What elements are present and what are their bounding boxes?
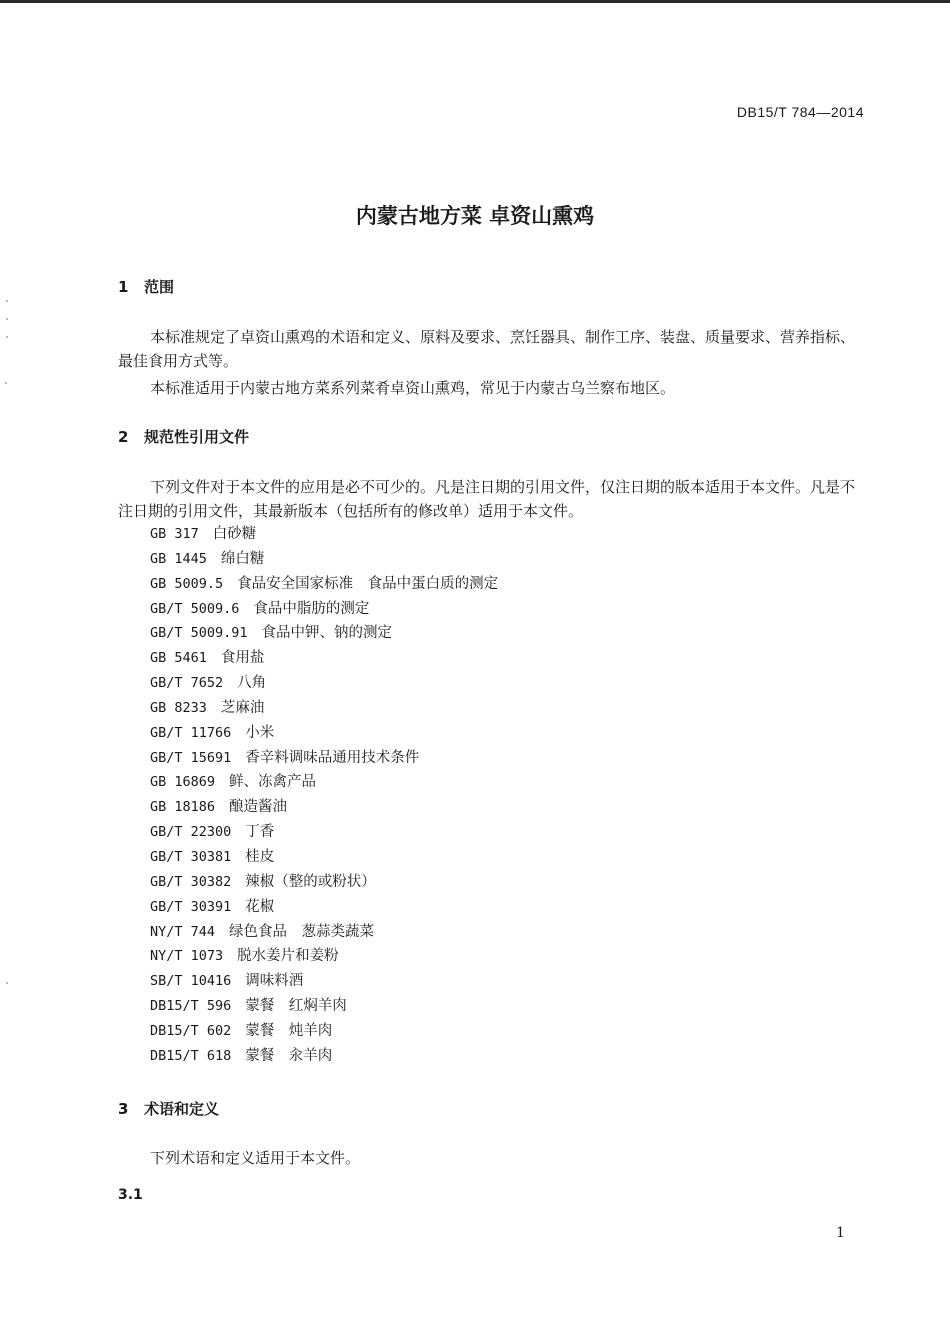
reference-item bbox=[150, 547, 498, 572]
reference-title: 食品安全国家标准 食品中蛋白质的测定 bbox=[237, 575, 499, 592]
page-number: 1 bbox=[836, 1225, 845, 1241]
section-number: 3 bbox=[118, 1100, 129, 1118]
terms-intro: 下列术语和定义适用于本文件。 bbox=[150, 1149, 361, 1167]
reference-item bbox=[150, 969, 498, 994]
reference-code: GB 1445 bbox=[150, 550, 207, 567]
reference-item bbox=[150, 895, 498, 920]
reference-title: 香辛料调味品通用技术条件 bbox=[245, 749, 420, 766]
reference-title: 辣椒（整的或粉状） bbox=[245, 873, 376, 890]
reference-code: SB/T 10416 bbox=[150, 973, 232, 990]
scan-speck bbox=[6, 318, 8, 320]
section-heading-scope bbox=[118, 276, 174, 297]
reference-item bbox=[150, 795, 498, 820]
reference-item bbox=[150, 721, 498, 746]
section-heading-references bbox=[118, 426, 249, 447]
reference-code: GB 8233 bbox=[150, 699, 207, 716]
scan-speck bbox=[5, 382, 7, 384]
reference-item bbox=[150, 746, 498, 771]
reference-item bbox=[150, 994, 498, 1019]
reference-title: 食用盐 bbox=[220, 650, 265, 667]
reference-code: GB 5009.5 bbox=[150, 575, 224, 592]
reference-title: 蒙餐 红焖羊肉 bbox=[245, 998, 347, 1015]
reference-title: 鲜、冻禽产品 bbox=[229, 774, 317, 791]
reference-item bbox=[150, 1019, 498, 1044]
reference-code: DB15/T 618 bbox=[150, 1047, 232, 1064]
section-title: 范围 bbox=[144, 278, 175, 296]
reference-item bbox=[150, 845, 498, 870]
reference-code: GB/T 5009.91 bbox=[150, 625, 248, 642]
reference-title: 小米 bbox=[245, 724, 275, 741]
reference-item bbox=[150, 597, 498, 622]
reference-code: NY/T 1073 bbox=[150, 948, 224, 965]
reference-code: GB/T 22300 bbox=[150, 824, 232, 841]
reference-title: 桂皮 bbox=[245, 848, 275, 865]
reference-item bbox=[150, 696, 498, 721]
reference-code: GB/T 30381 bbox=[150, 848, 232, 865]
reference-title: 食品中脂肪的测定 bbox=[253, 600, 370, 617]
reference-title: 蒙餐 炖羊肉 bbox=[245, 1022, 333, 1039]
reference-item bbox=[150, 646, 498, 671]
reference-title: 八角 bbox=[237, 675, 267, 692]
reference-title: 花椒 bbox=[245, 898, 275, 915]
reference-title: 绵白糖 bbox=[220, 550, 265, 567]
reference-item bbox=[150, 944, 498, 969]
section-number: 2 bbox=[118, 428, 129, 446]
reference-item bbox=[150, 820, 498, 845]
reference-code: GB 16869 bbox=[150, 774, 216, 791]
reference-item bbox=[150, 621, 498, 646]
reference-code: GB/T 30391 bbox=[150, 898, 232, 915]
reference-title: 食品中钾、钠的测定 bbox=[261, 625, 393, 642]
reference-code: GB/T 7652 bbox=[150, 675, 224, 692]
reference-list bbox=[150, 522, 498, 1069]
reference-title: 酿造酱油 bbox=[229, 799, 288, 816]
section-heading-terms bbox=[118, 1098, 219, 1119]
reference-item bbox=[150, 572, 498, 597]
reference-item bbox=[150, 770, 498, 795]
reference-code: GB 317 bbox=[150, 526, 199, 542]
reference-code: GB 18186 bbox=[150, 799, 216, 816]
references-intro: 下列文件对于本文件的应用是必不可少的。凡是注日期的引用文件，仅注日期的版本适用于本文件。凡是不注日期的引用文件，其最新版本（包括所有的修改单）适用于本文件。 bbox=[118, 478, 856, 520]
reference-item bbox=[150, 671, 498, 696]
reference-code: DB15/T 602 bbox=[150, 1022, 232, 1039]
reference-code: NY/T 744 bbox=[150, 923, 216, 940]
reference-title: 蒙餐 汆羊肉 bbox=[245, 1047, 333, 1064]
reference-code: GB/T 11766 bbox=[150, 724, 232, 741]
reference-code: DB15/T 596 bbox=[150, 998, 232, 1015]
reference-item bbox=[150, 920, 498, 945]
section-title: 术语和定义 bbox=[144, 1100, 220, 1118]
reference-title: 调味料酒 bbox=[245, 973, 304, 990]
document-title: 内蒙古地方菜 卓资山熏鸡 bbox=[355, 204, 595, 228]
reference-item bbox=[150, 870, 498, 895]
reference-code: GB/T 15691 bbox=[150, 749, 232, 766]
scan-edge-line bbox=[0, 0, 950, 3]
reference-title: 芝麻油 bbox=[220, 699, 265, 716]
subsection-number: 3.1 bbox=[118, 1187, 143, 1203]
section-number: 1 bbox=[118, 278, 129, 296]
section-title: 规范性引用文件 bbox=[144, 428, 250, 446]
reference-code: GB/T 5009.6 bbox=[150, 600, 240, 617]
reference-title: 丁香 bbox=[245, 824, 275, 841]
scan-speck bbox=[6, 982, 8, 984]
reference-code: GB/T 30382 bbox=[150, 873, 232, 890]
reference-title: 白砂糖 bbox=[212, 526, 257, 542]
reference-item bbox=[150, 1044, 498, 1069]
standard-code: DB15/T 784—2014 bbox=[736, 104, 864, 120]
scope-paragraph-2: 本标准适用于内蒙古地方菜系列菜肴卓资山熏鸡，常见于内蒙古乌兰察布地区。 bbox=[150, 379, 676, 397]
scan-speck bbox=[6, 336, 8, 338]
reference-item bbox=[150, 522, 498, 547]
scope-paragraph-1: 本标准规定了卓资山熏鸡的术语和定义、原料及要求、烹饪器具、制作工序、装盘、质量要求、营养指标、最佳食用方式等。 bbox=[118, 328, 856, 370]
scan-speck bbox=[6, 300, 8, 302]
reference-code: GB 5461 bbox=[150, 650, 207, 667]
reference-title: 脱水姜片和姜粉 bbox=[237, 948, 339, 965]
reference-title: 绿色食品 葱蒜类蔬菜 bbox=[229, 923, 375, 940]
